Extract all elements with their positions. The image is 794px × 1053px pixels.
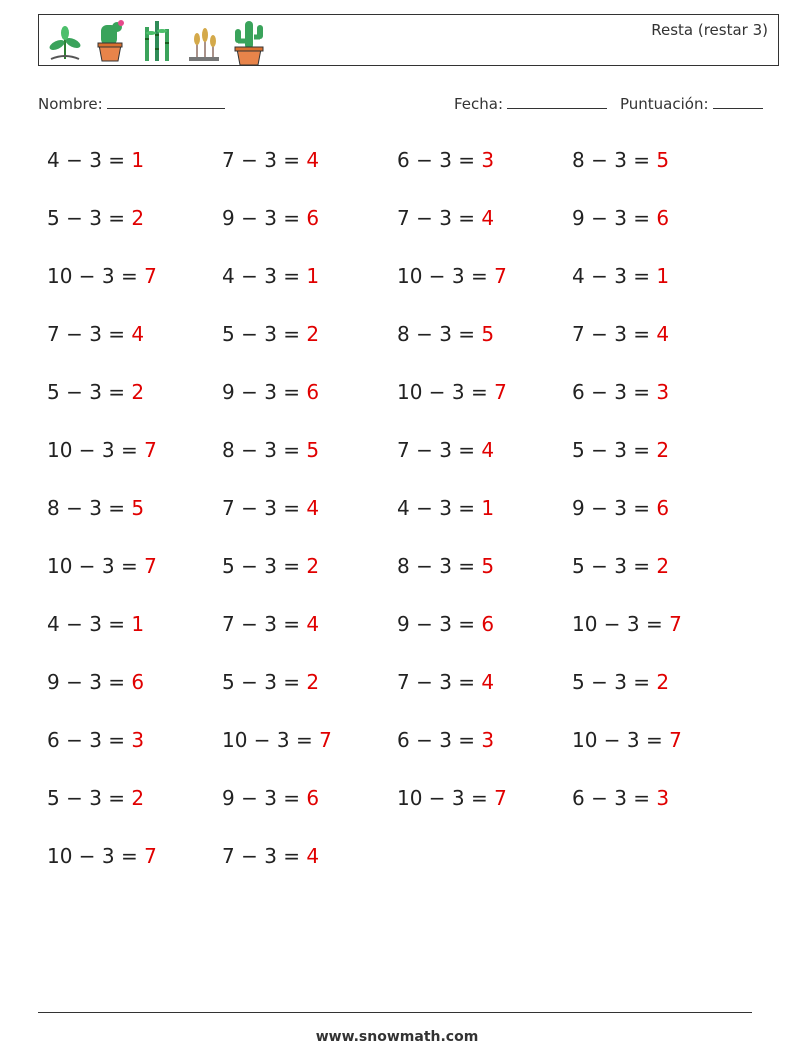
- problem-item: [47, 322, 144, 346]
- problem-item: [47, 670, 144, 694]
- problem-answer: 2: [656, 670, 670, 694]
- problem-answer: 6: [306, 786, 320, 810]
- problem-item: [397, 264, 507, 288]
- problem-item: [47, 264, 157, 288]
- problem-expression: 5 − 3 =: [572, 554, 657, 578]
- problem-expression: 6 − 3 =: [572, 786, 657, 810]
- problem-item: [397, 148, 494, 172]
- problem-item: [572, 554, 669, 578]
- problem-expression: 7 − 3 =: [47, 322, 132, 346]
- problem-answer: 7: [319, 728, 332, 752]
- problem-item: [572, 380, 669, 404]
- problem-item: [47, 844, 157, 868]
- problem-item: [572, 148, 669, 172]
- problem-answer: 7: [494, 264, 507, 288]
- problem-answer: 6: [656, 496, 670, 520]
- problem-answer: 4: [306, 496, 320, 520]
- problem-expression: 7 − 3 =: [397, 206, 482, 230]
- problem-item: [222, 496, 319, 520]
- problem-item: [222, 786, 319, 810]
- problem-answer: 3: [131, 728, 145, 752]
- problem-expression: 9 − 3 =: [572, 206, 657, 230]
- problem-expression: 5 − 3 =: [222, 322, 307, 346]
- problem-answer: 4: [656, 322, 670, 346]
- problem-expression: 4 − 3 =: [572, 264, 657, 288]
- problem-answer: 5: [481, 322, 495, 346]
- problem-expression: 9 − 3 =: [397, 612, 482, 636]
- potted-cactus-tall-icon: [229, 19, 269, 67]
- problem-expression: 9 − 3 =: [222, 786, 307, 810]
- problem-expression: 7 − 3 =: [222, 496, 307, 520]
- problem-expression: 8 − 3 =: [222, 438, 307, 462]
- problem-item: [397, 380, 507, 404]
- problem-item: [397, 206, 494, 230]
- problem-item: [222, 670, 319, 694]
- problem-item: [222, 206, 319, 230]
- problem-expression: 10 − 3 =: [47, 554, 145, 578]
- problem-answer: 7: [494, 380, 507, 404]
- problem-answer: 2: [131, 786, 145, 810]
- problem-item: [47, 554, 157, 578]
- problem-answer: 4: [481, 438, 495, 462]
- problem-answer: 5: [481, 554, 495, 578]
- problem-expression: 10 − 3 =: [47, 264, 145, 288]
- problem-expression: 5 − 3 =: [47, 786, 132, 810]
- problem-answer: 4: [306, 148, 320, 172]
- problem-item: [47, 380, 144, 404]
- problem-answer: 6: [306, 380, 320, 404]
- problem-item: [572, 786, 669, 810]
- problem-expression: 8 − 3 =: [397, 322, 482, 346]
- problem-expression: 4 − 3 =: [47, 612, 132, 636]
- problem-answer: 6: [306, 206, 320, 230]
- name-label: Nombre:: [38, 95, 103, 113]
- problem-expression: 10 − 3 =: [397, 786, 495, 810]
- problem-answer: 1: [306, 264, 320, 288]
- problem-answer: 2: [306, 322, 320, 346]
- problem-answer: 7: [144, 554, 157, 578]
- date-blank[interactable]: [507, 94, 607, 109]
- problem-item: [397, 670, 494, 694]
- problem-answer: 4: [306, 844, 320, 868]
- header-box: [38, 14, 779, 66]
- problem-expression: 6 − 3 =: [572, 380, 657, 404]
- problem-answer: 2: [306, 554, 320, 578]
- problem-expression: 10 − 3 =: [47, 438, 145, 462]
- problem-expression: 7 − 3 =: [572, 322, 657, 346]
- problem-expression: 5 − 3 =: [47, 380, 132, 404]
- problem-item: [572, 206, 669, 230]
- problem-item: [222, 264, 319, 288]
- problem-item: [397, 322, 494, 346]
- problem-answer: 3: [656, 786, 670, 810]
- problem-answer: 2: [656, 438, 670, 462]
- problem-expression: 4 − 3 =: [47, 148, 132, 172]
- problem-answer: 3: [481, 728, 495, 752]
- problem-answer: 2: [306, 670, 320, 694]
- problem-answer: 2: [131, 206, 145, 230]
- problem-expression: 4 − 3 =: [397, 496, 482, 520]
- problem-answer: 7: [494, 786, 507, 810]
- problem-expression: 7 − 3 =: [222, 612, 307, 636]
- problem-answer: 5: [131, 496, 145, 520]
- name-blank[interactable]: [107, 94, 225, 109]
- problem-answer: 4: [481, 670, 495, 694]
- problem-item: [222, 438, 319, 462]
- footer-url[interactable]: www.snowmath.com: [315, 1029, 479, 1045]
- problem-expression: 7 − 3 =: [222, 148, 307, 172]
- problem-expression: 4 − 3 =: [222, 264, 307, 288]
- date-label: Fecha:: [454, 95, 504, 113]
- problem-item: [572, 670, 669, 694]
- worksheet-title: Resta (restar 3): [651, 21, 768, 39]
- problem-expression: 10 − 3 =: [572, 612, 670, 636]
- problem-answer: 1: [656, 264, 670, 288]
- problem-answer: 1: [131, 612, 145, 636]
- problem-expression: 10 − 3 =: [572, 728, 670, 752]
- potted-cactus-icon: [91, 19, 131, 63]
- problem-expression: 7 − 3 =: [397, 438, 482, 462]
- problem-item: [397, 612, 494, 636]
- problem-answer: 4: [306, 612, 320, 636]
- problem-item: [47, 728, 144, 752]
- problem-item: [572, 438, 669, 462]
- problem-expression: 8 − 3 =: [572, 148, 657, 172]
- problem-expression: 10 − 3 =: [397, 264, 495, 288]
- problem-expression: 6 − 3 =: [397, 148, 482, 172]
- problem-item: [222, 612, 319, 636]
- problem-answer: 7: [669, 728, 682, 752]
- problem-item: [572, 612, 682, 636]
- problem-answer: 1: [481, 496, 495, 520]
- problem-answer: 2: [656, 554, 670, 578]
- problem-expression: 10 − 3 =: [47, 844, 145, 868]
- problem-answer: 7: [669, 612, 682, 636]
- problem-answer: 7: [144, 844, 157, 868]
- problem-answer: 1: [131, 148, 145, 172]
- problem-item: [572, 264, 669, 288]
- problem-item: [397, 786, 507, 810]
- name-field[interactable]: [38, 94, 225, 113]
- problem-item: [222, 844, 319, 868]
- problem-answer: 6: [481, 612, 495, 636]
- problem-item: [222, 148, 319, 172]
- problem-expression: 5 − 3 =: [222, 670, 307, 694]
- problem-expression: 6 − 3 =: [47, 728, 132, 752]
- score-field[interactable]: [620, 94, 763, 113]
- problem-expression: 10 − 3 =: [222, 728, 320, 752]
- problem-expression: 5 − 3 =: [572, 438, 657, 462]
- problem-answer: 3: [481, 148, 495, 172]
- date-field[interactable]: [454, 94, 607, 113]
- problem-expression: 7 − 3 =: [222, 844, 307, 868]
- problem-expression: 9 − 3 =: [47, 670, 132, 694]
- problem-item: [397, 496, 494, 520]
- problem-answer: 2: [131, 380, 145, 404]
- problem-item: [222, 380, 319, 404]
- problem-answer: 3: [656, 380, 670, 404]
- plant-sprout-icon: [43, 19, 87, 63]
- problem-answer: 5: [656, 148, 670, 172]
- problem-expression: 6 − 3 =: [397, 728, 482, 752]
- score-label: Puntuación:: [620, 95, 709, 113]
- problem-item: [47, 438, 157, 462]
- problem-item: [222, 322, 319, 346]
- problem-item: [397, 554, 494, 578]
- problem-item: [222, 554, 319, 578]
- footer-divider: [38, 1012, 752, 1013]
- problem-answer: 6: [656, 206, 670, 230]
- problem-expression: 5 − 3 =: [47, 206, 132, 230]
- problem-answer: 7: [144, 264, 157, 288]
- problem-answer: 4: [131, 322, 145, 346]
- problem-expression: 5 − 3 =: [572, 670, 657, 694]
- problem-answer: 7: [144, 438, 157, 462]
- problem-item: [47, 612, 144, 636]
- problem-expression: 8 − 3 =: [397, 554, 482, 578]
- problem-expression: 8 − 3 =: [47, 496, 132, 520]
- problem-item: [47, 496, 144, 520]
- problem-item: [222, 728, 332, 752]
- problem-item: [47, 206, 144, 230]
- problem-item: [572, 322, 669, 346]
- problem-expression: 7 − 3 =: [397, 670, 482, 694]
- problem-item: [47, 148, 144, 172]
- bamboo-icon: [137, 19, 177, 63]
- problem-item: [572, 728, 682, 752]
- problem-answer: 6: [131, 670, 145, 694]
- problem-answer: 5: [306, 438, 320, 462]
- problem-item: [397, 438, 494, 462]
- problem-item: [397, 728, 494, 752]
- wheat-icon: [183, 19, 223, 63]
- problem-item: [572, 496, 669, 520]
- problem-item: [47, 786, 144, 810]
- problem-expression: 9 − 3 =: [572, 496, 657, 520]
- score-blank[interactable]: [713, 94, 763, 109]
- problem-expression: 9 − 3 =: [222, 206, 307, 230]
- problem-expression: 10 − 3 =: [397, 380, 495, 404]
- problem-expression: 5 − 3 =: [222, 554, 307, 578]
- problem-answer: 4: [481, 206, 495, 230]
- problem-expression: 9 − 3 =: [222, 380, 307, 404]
